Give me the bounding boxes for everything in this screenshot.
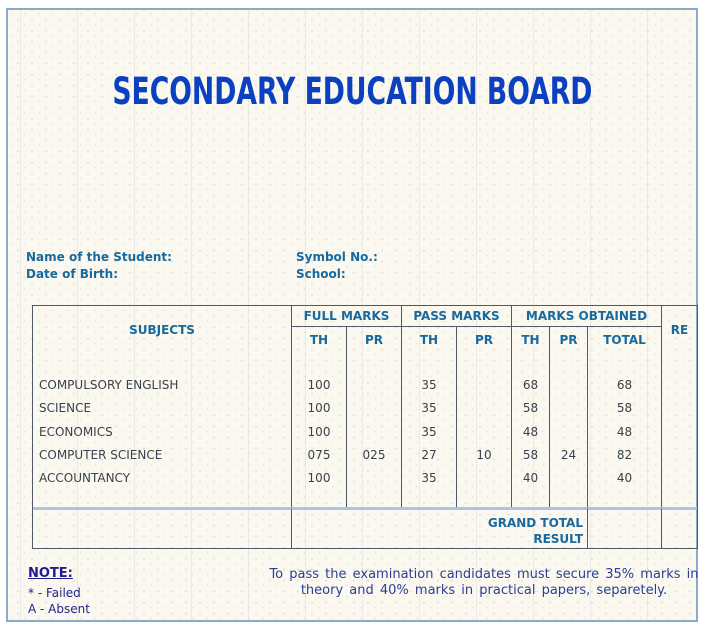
subject-name: COMPUTER SCIENCE <box>39 447 163 462</box>
total-marks: 40 <box>616 471 633 486</box>
obtained-th: 58 <box>522 447 539 462</box>
remarks-column <box>662 353 697 507</box>
header-total: TOTAL <box>588 327 662 353</box>
total-marks: 58 <box>616 401 633 416</box>
school-label: School: <box>296 267 346 281</box>
pass-marks-th-column <box>402 353 457 507</box>
obtained-th-column <box>512 353 550 507</box>
header-obtained-pr: PR <box>550 327 588 353</box>
full-marks-th: 075 <box>307 447 331 462</box>
pass-marks-th: 35 <box>421 424 437 439</box>
pass-marks-pr-column <box>457 353 512 507</box>
subjects-column <box>33 353 292 507</box>
full-marks-th: 100 <box>307 401 331 416</box>
obtained-pr-column <box>550 353 588 507</box>
obtained-pr <box>550 467 587 490</box>
obtained-pr <box>550 397 587 420</box>
pass-marks-th: 27 <box>421 447 437 462</box>
symbol-no-label: Symbol No.: <box>296 250 378 264</box>
pass-marks-pr: 10 <box>476 447 492 462</box>
full-marks-pr <box>347 421 401 444</box>
subject-name: COMPULSORY ENGLISH <box>39 378 179 392</box>
full-marks-th: 100 <box>307 378 331 392</box>
pass-marks-pr <box>457 374 511 397</box>
board-title <box>8 70 696 113</box>
header-obtained-th: TH <box>512 327 550 353</box>
student-name-label: Name of the Student: <box>26 250 172 264</box>
full-marks-th: 100 <box>307 471 331 486</box>
subject-name: ACCOUNTANCY <box>39 471 131 486</box>
pass-rule-line-1: To pass the examination candidates must secure 35% marks in <box>269 567 699 582</box>
total-marks: 68 <box>616 378 633 392</box>
full-marks-th-column <box>292 353 347 507</box>
pass-rule-text <box>264 567 704 599</box>
footer-empty-cell <box>33 507 292 548</box>
pass-marks-th: 35 <box>421 471 437 486</box>
header-pass-th: TH <box>402 327 457 353</box>
marksheet <box>6 8 698 622</box>
result-label: RESULT <box>533 532 583 546</box>
obtained-th: 40 <box>522 471 539 486</box>
full-marks-pr <box>347 467 401 490</box>
obtained-th: 58 <box>522 401 539 416</box>
note-heading: NOTE: <box>28 566 73 581</box>
obtained-pr <box>550 421 587 444</box>
obtained-pr: 24 <box>560 447 577 462</box>
subject-name: SCIENCE <box>39 401 92 416</box>
pass-rule-line-2: theory and 40% marks in practical papers, separetely. <box>300 583 668 598</box>
header-subjects: SUBJECTS <box>33 306 292 353</box>
header-full-pr: PR <box>347 327 402 353</box>
pass-marks-pr <box>457 397 511 420</box>
header-full-th: TH <box>292 327 347 353</box>
obtained-pr <box>550 374 587 397</box>
note-item-absent: A - Absent <box>28 602 90 616</box>
full-marks-pr-column <box>347 353 402 507</box>
pass-marks-pr <box>457 467 511 490</box>
date-of-birth-label: Date of Birth: <box>26 267 119 281</box>
obtained-th: 68 <box>522 378 539 392</box>
full-marks-pr <box>347 397 401 420</box>
note-item-failed: * - Failed <box>28 586 81 600</box>
full-marks-pr <box>347 374 401 397</box>
grand-total-label: GRAND TOTAL <box>487 516 583 530</box>
note-block <box>28 566 90 617</box>
total-marks: 82 <box>616 447 633 462</box>
header-marks-obtained: MARKS OBTAINED <box>512 306 662 327</box>
header-pass-pr: PR <box>457 327 512 353</box>
full-marks-pr: 025 <box>362 447 386 462</box>
grand-total-value-cell <box>588 507 662 548</box>
header-pass-marks: PASS MARKS <box>402 306 512 327</box>
board-title-text: SECONDARY EDUCATION BOARD <box>111 70 593 113</box>
full-marks-th: 100 <box>307 424 331 439</box>
grand-total-result-labels <box>292 507 588 548</box>
subject-name: ECONOMICS <box>39 424 113 439</box>
total-column <box>588 353 662 507</box>
obtained-th: 48 <box>522 424 539 439</box>
footer-remarks-cell <box>662 507 697 548</box>
total-marks: 48 <box>616 424 633 439</box>
header-remarks: RE <box>670 322 689 337</box>
header-full-marks: FULL MARKS <box>292 306 402 327</box>
pass-marks-pr <box>457 421 511 444</box>
pass-marks-th: 35 <box>421 401 437 416</box>
pass-marks-th: 35 <box>421 378 437 392</box>
marks-table <box>32 305 698 549</box>
